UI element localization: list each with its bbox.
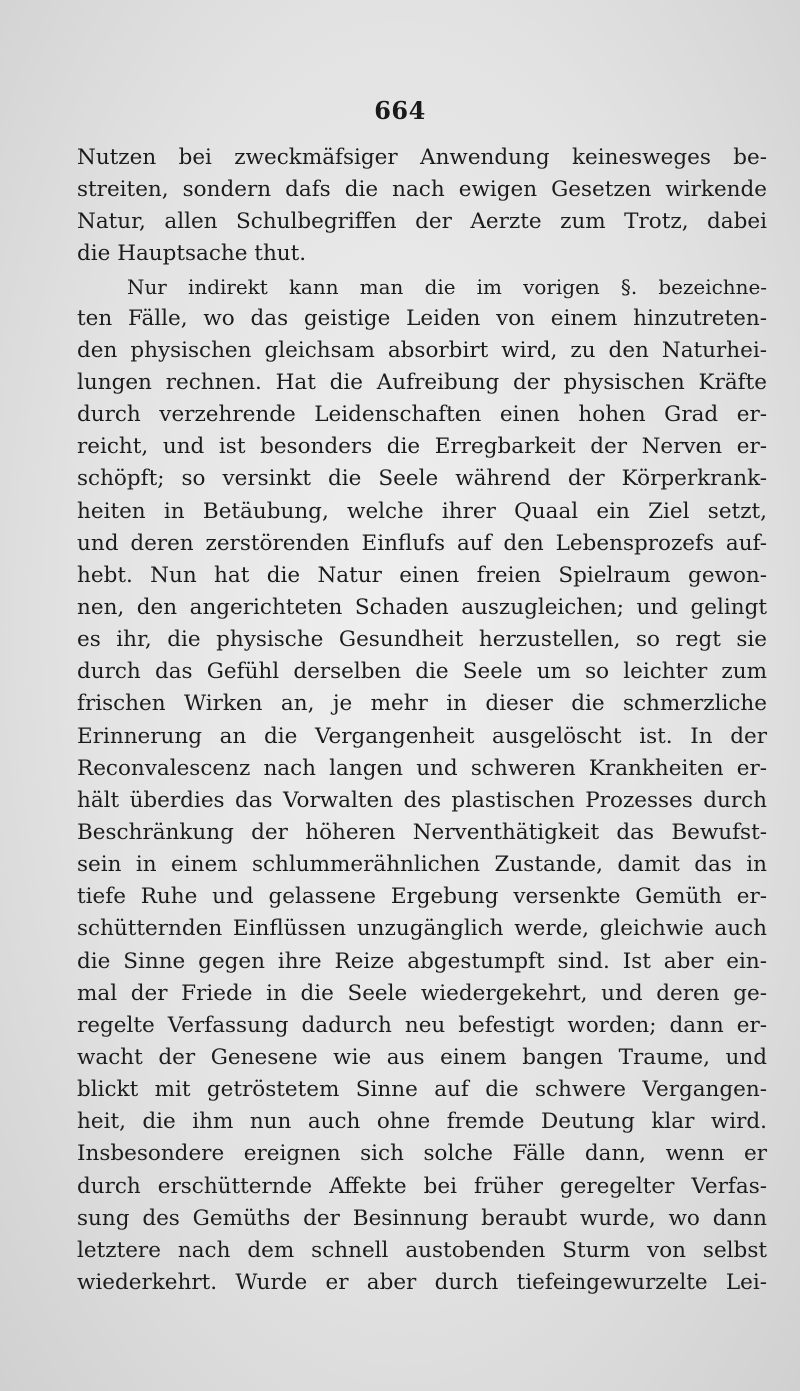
text-line: schütternden Einflüssen unzugänglich werde, gleichwie auch <box>77 916 767 942</box>
page-number: 664 <box>374 96 426 125</box>
text-line: mal der Friede in die Seele wiedergekehrt, und deren ge- <box>77 980 767 1006</box>
text-line: den physischen gleichsam absorbirt wird, zu den Naturhei- <box>77 337 767 363</box>
text-line: wacht der Genesene wie aus einem bangen Traume, und <box>77 1044 767 1070</box>
text-line: lungen rechnen. Hat die Aufreibung der physischen Kräfte <box>77 369 767 395</box>
text-line: heit, die ihm nun auch ohne fremde Deutung klar wird. <box>77 1109 767 1135</box>
text-line: regelte Verfassung dadurch neu befestigt worden; dann er- <box>77 1012 767 1038</box>
text-line: reicht, und ist besonders die Erregbarkeit der Nerven er- <box>77 434 767 460</box>
text-line: durch das Gefühl derselben die Seele um so leichter zum <box>77 659 767 685</box>
text-line: wiederkehrt. Wurde er aber durch tiefeingewurzelte Lei- <box>77 1269 767 1295</box>
text-line: frischen Wirken an, je mehr in dieser die schmerzliche <box>77 691 767 717</box>
text-line: blickt mit getröstetem Sinne auf die schwere Vergangen- <box>77 1077 767 1103</box>
text-line: Beschränkung der höheren Nerventhätigkeit das Bewufst- <box>77 819 767 845</box>
text-line: die Hauptsache thut. <box>77 241 307 267</box>
text-line: heiten in Betäubung, welche ihrer Quaal ein Ziel setzt, <box>77 498 767 524</box>
text-line: nen, den angerichteten Schaden auszugleichen; und gelingt <box>77 594 767 620</box>
text-line: Nur indirekt kann man die im vorigen §. bezeichne- <box>127 274 767 299</box>
text-line: hebt. Nun hat die Natur einen freien Spielraum gewon- <box>77 562 767 588</box>
text-line: durch verzehrende Leidenschaften einen hohen Grad er- <box>77 402 767 428</box>
text-line: Natur, allen Schulbegriffen der Aerzte zum Trotz, dabei <box>77 209 767 235</box>
text-line: Insbesondere ereignen sich solche Fälle dann, wenn er <box>77 1141 767 1167</box>
text-line: Nutzen bei zweckmäfsiger Anwendung keinesweges be- <box>77 145 767 170</box>
text-line: tiefe Ruhe und gelassene Ergebung versenkte Gemüth er- <box>77 884 767 910</box>
text-line: streiten, sondern dafs die nach ewigen Gesetzen wirkende <box>77 177 767 203</box>
text-line: Erinnerung an die Vergangenheit ausgelöscht ist. In der <box>77 723 767 749</box>
text-line: Reconvalescenz nach langen und schweren Krankheiten er- <box>77 755 767 781</box>
text-line: ten Fälle, wo das geistige Leiden von einem hinzutreten- <box>77 305 767 331</box>
text-line: sung des Gemüths der Besinnung beraubt wurde, wo dann <box>77 1205 767 1231</box>
text-line: sein in einem schlummerähnlichen Zustande, damit das in <box>77 852 767 878</box>
body-text <box>77 142 767 1299</box>
text-line: schöpft; so versinkt die Seele während der Körperkrank- <box>77 466 767 492</box>
text-line: durch erschütternde Affekte bei früher geregelter Verfas- <box>77 1173 767 1199</box>
text-line: die Sinne gegen ihre Reize abgestumpft sind. Ist aber ein- <box>77 948 767 974</box>
text-line: und deren zerstörenden Einflufs auf den Lebensprozefs auf- <box>77 530 767 556</box>
text-line: letztere nach dem schnell austobenden Sturm von selbst <box>77 1237 767 1263</box>
text-line: hält überdies das Vorwalten des plastischen Prozesses durch <box>77 787 767 813</box>
text-line: es ihr, die physische Gesundheit herzustellen, so regt sie <box>77 627 767 653</box>
